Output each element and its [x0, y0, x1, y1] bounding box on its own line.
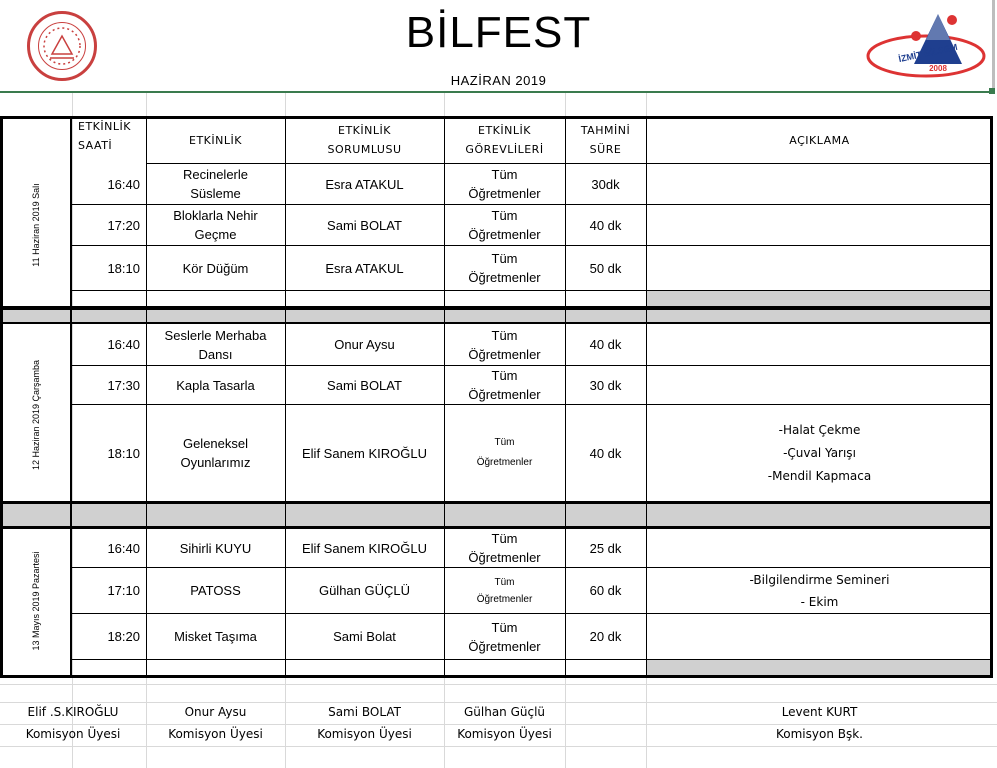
activity-line: Seslerle Merhaba [164, 327, 267, 343]
signature-role: Komisyon Üyesi [457, 727, 552, 741]
time-cell: 18:10 [107, 260, 140, 276]
staff-line: Öğretmenler [468, 346, 541, 362]
filler-cell [646, 660, 993, 675]
signature-role: Komisyon Üyesi [317, 727, 412, 741]
time-cell: 16:40 [107, 176, 140, 192]
duration-cell: 50 dk [589, 260, 622, 276]
day-date-label: 12 Haziran 2019 Çarşamba [31, 359, 41, 471]
staff-line: Tüm [494, 437, 515, 448]
header-saat-line1: ETKİNLİK [78, 120, 131, 133]
activity-line: Recinelerle [182, 167, 249, 182]
header-sure-line1: TAHMİNİ [580, 124, 631, 137]
staff-cell [444, 164, 565, 204]
grid-line [0, 746, 997, 747]
row-line [72, 613, 991, 614]
time-cell: 16:40 [107, 337, 140, 352]
table-border [0, 116, 993, 119]
duration-cell: 25 dk [589, 540, 622, 556]
staff-cell [444, 324, 565, 365]
header-sorumlu-line1: ETKİNLİK [338, 124, 391, 137]
header-gorevli-line2: GÖREVLİLERİ [465, 143, 544, 156]
grid-line [0, 684, 997, 685]
time-cell: 17:20 [107, 217, 140, 233]
signature-role: Komisyon Üyesi [25, 727, 121, 741]
row-line [72, 290, 991, 291]
table-border [0, 501, 993, 504]
note-line: -Çuval Yarışı [783, 445, 856, 460]
person-cell: Sami BOLAT [327, 217, 402, 233]
header-sure-line2: SÜRE [589, 143, 622, 156]
row-line [72, 659, 991, 660]
staff-cell [444, 366, 565, 404]
duration-cell: 30 dk [589, 377, 622, 393]
izmit-bilsem-logo-icon [866, 6, 988, 86]
duration-cell: 30dk [591, 176, 620, 192]
staff-cell [444, 568, 565, 613]
duration-cell: 40 dk [589, 217, 622, 233]
note-line: - Ekim [800, 594, 839, 609]
person-cell: Sami BOLAT [327, 377, 402, 393]
header-aciklama: AÇIKLAMA [789, 134, 850, 147]
header-sure [565, 117, 646, 163]
duration-cell: 20 dk [589, 629, 622, 644]
table-border [0, 526, 993, 529]
activity-cell [146, 205, 285, 245]
activity-line: Süsleme [190, 186, 241, 201]
note-cell [646, 568, 993, 613]
grid-line [0, 724, 997, 725]
note-cell [646, 405, 993, 501]
column-line [444, 116, 445, 678]
activity-line: Oyunlarımız [180, 455, 251, 470]
logo-text: İZMİT BİLSEM [897, 41, 959, 65]
column-line [285, 116, 286, 678]
row-line [72, 567, 991, 568]
right-border [992, 0, 995, 92]
staff-line: Tüm [491, 619, 518, 635]
grid-line [0, 702, 997, 703]
column-line [646, 116, 647, 678]
signature-role: Komisyon Üyesi [168, 727, 263, 741]
table-border [0, 675, 993, 678]
time-cell: 17:10 [107, 583, 140, 598]
activity-cell: Kapla Tasarla [176, 377, 255, 393]
staff-line: Tüm [491, 368, 518, 383]
staff-line: Tüm [491, 167, 518, 182]
person-cell: Sami Bolat [333, 629, 396, 644]
signature-name: Sami BOLAT [328, 705, 401, 719]
column-line [565, 116, 566, 678]
staff-cell [444, 246, 565, 290]
note-line: -Mendil Kapmaca [767, 468, 872, 483]
staff-line: Öğretmenler [476, 593, 533, 605]
staff-cell [444, 205, 565, 245]
activity-cell: Misket Taşıma [174, 629, 257, 644]
signature-name: Levent KURT [781, 705, 858, 719]
signature-name: Gülhan Güçlü [463, 705, 546, 719]
staff-line: Tüm [491, 531, 518, 546]
activity-cell: Kör Düğüm [182, 260, 249, 276]
activity-cell: Sihirli KUYU [179, 540, 252, 556]
duration-cell: 40 dk [589, 337, 622, 352]
staff-line: Öğretmenler [468, 270, 541, 285]
signature-role: Komisyon Bşk. [776, 727, 863, 741]
time-cell: 18:10 [107, 445, 140, 461]
staff-cell [444, 614, 565, 659]
staff-line: Tüm [491, 251, 518, 266]
staff-line: Tüm [494, 576, 515, 588]
staff-cell [444, 529, 565, 567]
row-line [146, 163, 991, 164]
time-cell: 17:30 [107, 377, 140, 393]
activity-cell: PATOSS [190, 583, 241, 598]
person-cell: Esra ATAKUL [325, 176, 404, 192]
activity-line: Dansı [198, 346, 233, 362]
activity-line: Geleneksel [182, 436, 249, 451]
staff-line: Öğretmenler [468, 387, 541, 402]
header-gorevli [444, 117, 565, 163]
duration-cell: 60 dk [589, 583, 622, 598]
page-subtitle: HAZİRAN 2019 [450, 73, 547, 88]
time-cell: 18:20 [107, 629, 140, 644]
header-sorumlu [285, 117, 444, 163]
activity-cell [146, 164, 285, 204]
staff-line: Tüm [491, 327, 518, 343]
activity-cell [146, 405, 285, 501]
activity-cell [146, 324, 285, 365]
table-border [0, 306, 993, 310]
day-date-label: 11 Haziran 2019 Salı [31, 183, 41, 267]
signature-name: Onur Aysu [184, 705, 247, 719]
staff-line: Öğretmenler [468, 186, 541, 201]
header-saat [72, 117, 146, 163]
person-cell: Elif Sanem KIROĞLU [302, 445, 427, 461]
signature-name: Elif .S.KIROĞLU [27, 705, 119, 719]
person-cell: Elif Sanem KIROĞLU [302, 540, 427, 556]
row-line [72, 204, 991, 205]
table-border [0, 322, 993, 324]
staff-line: Öğretmenler [468, 550, 541, 565]
selection-line [0, 91, 992, 93]
table-border [990, 116, 993, 678]
activity-line: Geçme [194, 227, 237, 242]
row-line [72, 365, 991, 366]
note-line: -Bilgilendirme Semineri [749, 572, 890, 587]
staff-cell [444, 405, 565, 501]
staff-line: Öğretmenler [476, 457, 533, 468]
filler-cell [646, 291, 993, 306]
day-date-label: 13 Mayıs 2019 Pazartesi [31, 551, 41, 651]
header-saat-line2: SAATİ [78, 139, 113, 152]
selection-handle[interactable] [989, 88, 995, 94]
page-title: BİLFEST [405, 8, 592, 57]
table-border [70, 116, 72, 678]
time-cell: 16:40 [107, 540, 140, 556]
header-sorumlu-line2: SORUMLUSU [327, 143, 402, 156]
logo-year: 2008 [929, 64, 947, 73]
header-etkinlik: ETKİNLİK [189, 133, 242, 147]
staff-line: Öğretmenler [468, 227, 541, 242]
staff-line: Tüm [491, 208, 518, 223]
person-cell: Onur Aysu [334, 337, 395, 352]
row-line [72, 404, 991, 405]
row-line [72, 245, 991, 246]
header-gorevli-line1: ETKİNLİK [478, 124, 531, 137]
note-line: -Halat Çekme [778, 422, 861, 437]
duration-cell: 40 dk [589, 445, 622, 461]
activity-line: Bloklarla Nehir [173, 208, 258, 223]
day-separator [0, 503, 993, 527]
column-line [146, 116, 147, 678]
person-cell: Gülhan GÜÇLÜ [318, 583, 411, 598]
staff-line: Öğretmenler [468, 638, 541, 654]
person-cell: Esra ATAKUL [325, 260, 404, 276]
table-border [0, 116, 3, 678]
day-separator [0, 310, 993, 322]
